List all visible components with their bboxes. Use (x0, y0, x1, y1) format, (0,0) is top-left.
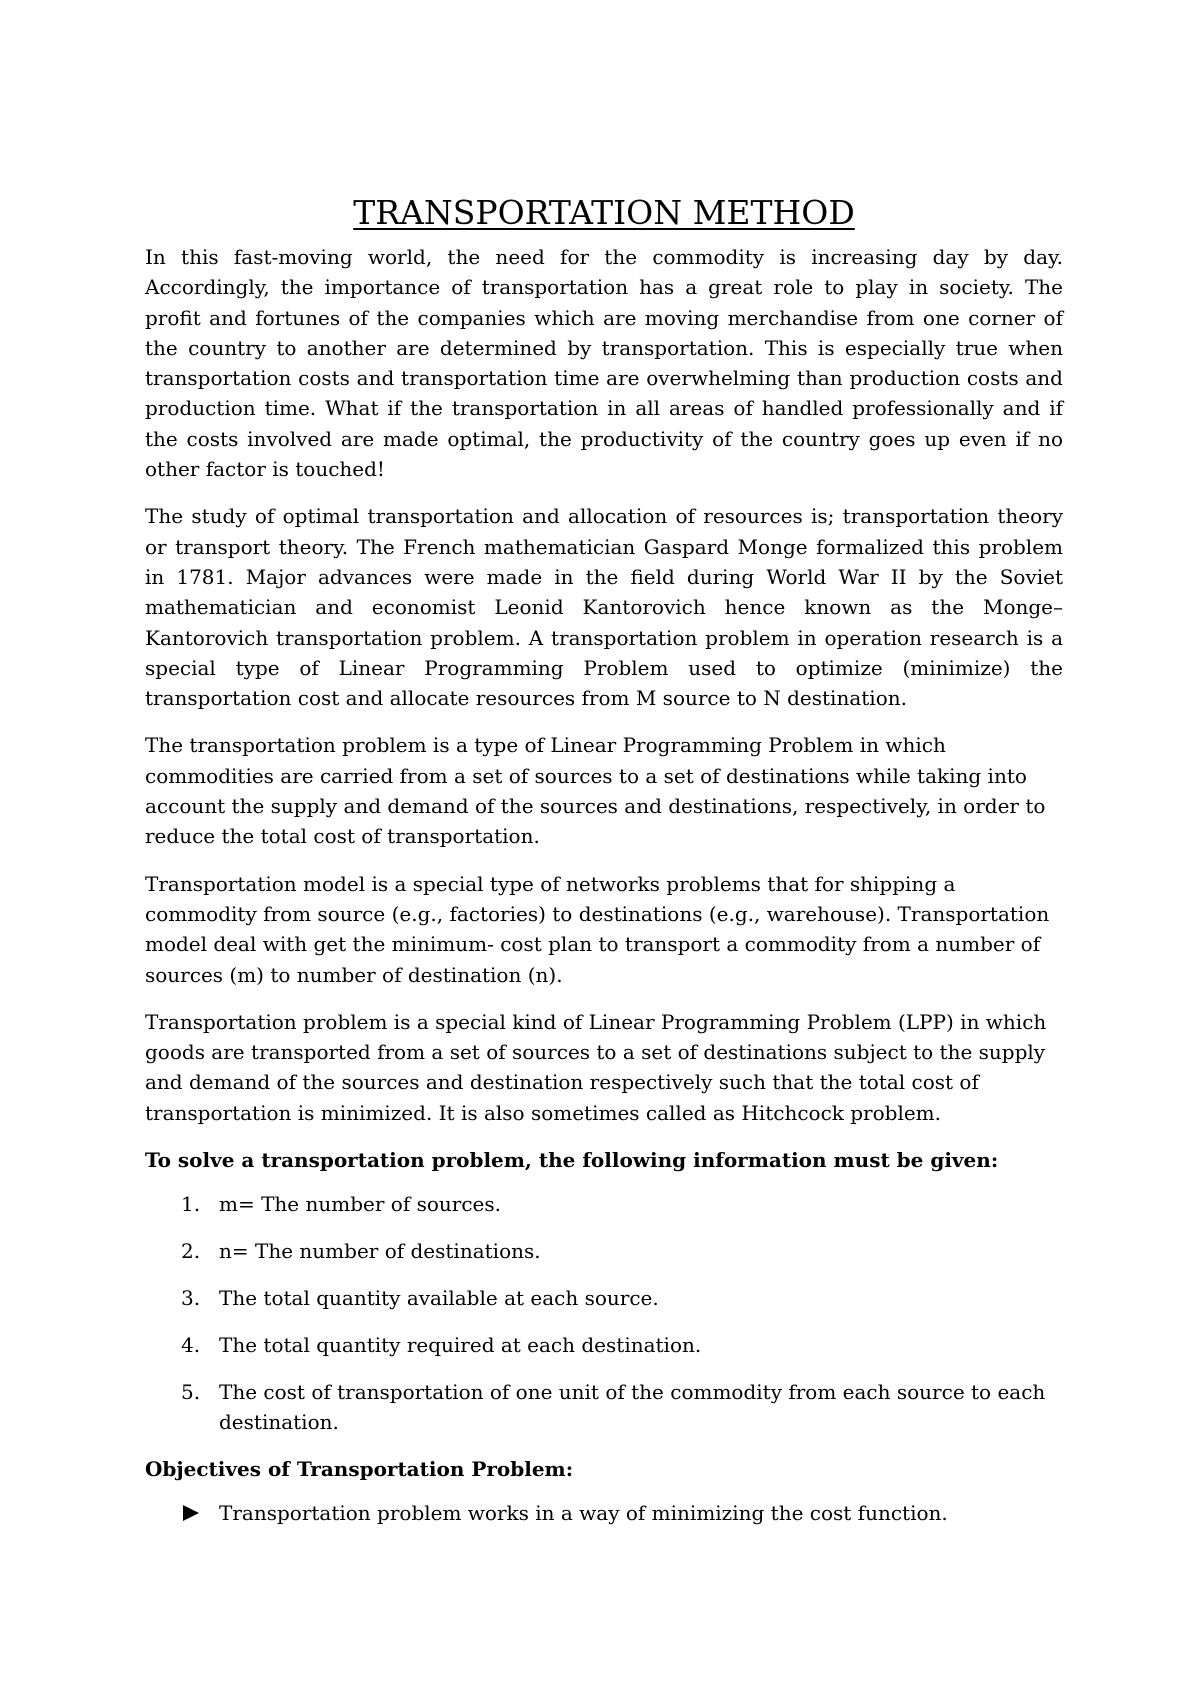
list-item (145, 1330, 1063, 1360)
list-item-text: m= The number of sources. (219, 1192, 501, 1217)
objectives-list (145, 1498, 1063, 1528)
list-item-text: n= The number of destinations. (219, 1239, 541, 1264)
list-item (145, 1498, 1063, 1528)
arrow-bullet-icon (183, 1505, 199, 1521)
paragraph-definition: The transportation problem is a type of Linear Programming Problem in which commodities are carried from a set of sources to a set of destinations while taking into account the supply and demand of the sources and destinations, respectively, in order to reduce the total cost of transportation. (145, 733, 1046, 849)
list-item-number: 2. (181, 1239, 201, 1264)
info-heading: To solve a transportation problem, the following information must be given: (145, 1148, 999, 1173)
list-item (145, 1283, 1063, 1313)
document-title: TRANSPORTATION METHOD (353, 193, 855, 232)
paragraph-model: Transportation model is a special type of networks problems that for shipping a commodity from source (e.g., factories) to destinations (e.g., warehouse). Transportation model deal with get the minimum- cost plan to transport a commodity from a number of sources (m) to number of destination (n). (145, 871, 1050, 987)
list-item-number: 1. (181, 1192, 201, 1217)
info-list (145, 1189, 1063, 1437)
list-item-text: The total quantity required at each destination. (219, 1333, 702, 1358)
list-item-number: 3. (181, 1286, 201, 1311)
list-item (145, 1377, 1063, 1437)
paragraph-lpp: Transportation problem is a special kind of Linear Programming Problem (LPP) in which goods are transported from a set of sources to a set of destinations subject to the supply and demand of the sources and destination respectively such that the total cost of transportation is minimized. It is also sometimes called as Hitchcock problem. (145, 1009, 1047, 1125)
list-item-text: The cost of transportation of one unit of the commodity from each source to each destination. (219, 1380, 1046, 1435)
document-page (145, 190, 1063, 1528)
list-item (145, 1236, 1063, 1266)
list-item-number: 5. (181, 1380, 201, 1405)
list-item-text: Transportation problem works in a way of minimizing the cost function. (219, 1501, 948, 1526)
list-item (145, 1189, 1063, 1219)
objectives-heading: Objectives of Transportation Problem: (145, 1457, 574, 1482)
paragraph-history: The study of optimal transportation and allocation of resources is; transportation theory or transport theory. The French mathematician Gaspard Monge formalized this problem in 1781. Major advances were made in the field during World War II by the Soviet mathematician and economist Leonid Kantorovich hence known as the Monge–Kantorovich transportation problem. A transportation problem in operation research is a special type of Linear Programming Problem used to optimize (minimize) the transportation cost and allocate resources from M source to N destination. (145, 504, 1063, 711)
list-item-number: 4. (181, 1333, 201, 1358)
list-item-text: The total quantity available at each source. (219, 1286, 659, 1311)
paragraph-intro: In this fast-moving world, the need for the commodity is increasing day by day. Accordingly, the importance of transportation has a great role to play in society. The profit and fortunes of the companies which are moving merchandise from one corner of the country to another are determined by transportation. This is especially true when transportation costs and transportation time are overwhelming than production costs and production time. What if the transportation in all areas of handled professionally and if the costs involved are made optimal, the productivity of the country goes up even if no other factor is touched! (145, 245, 1063, 482)
